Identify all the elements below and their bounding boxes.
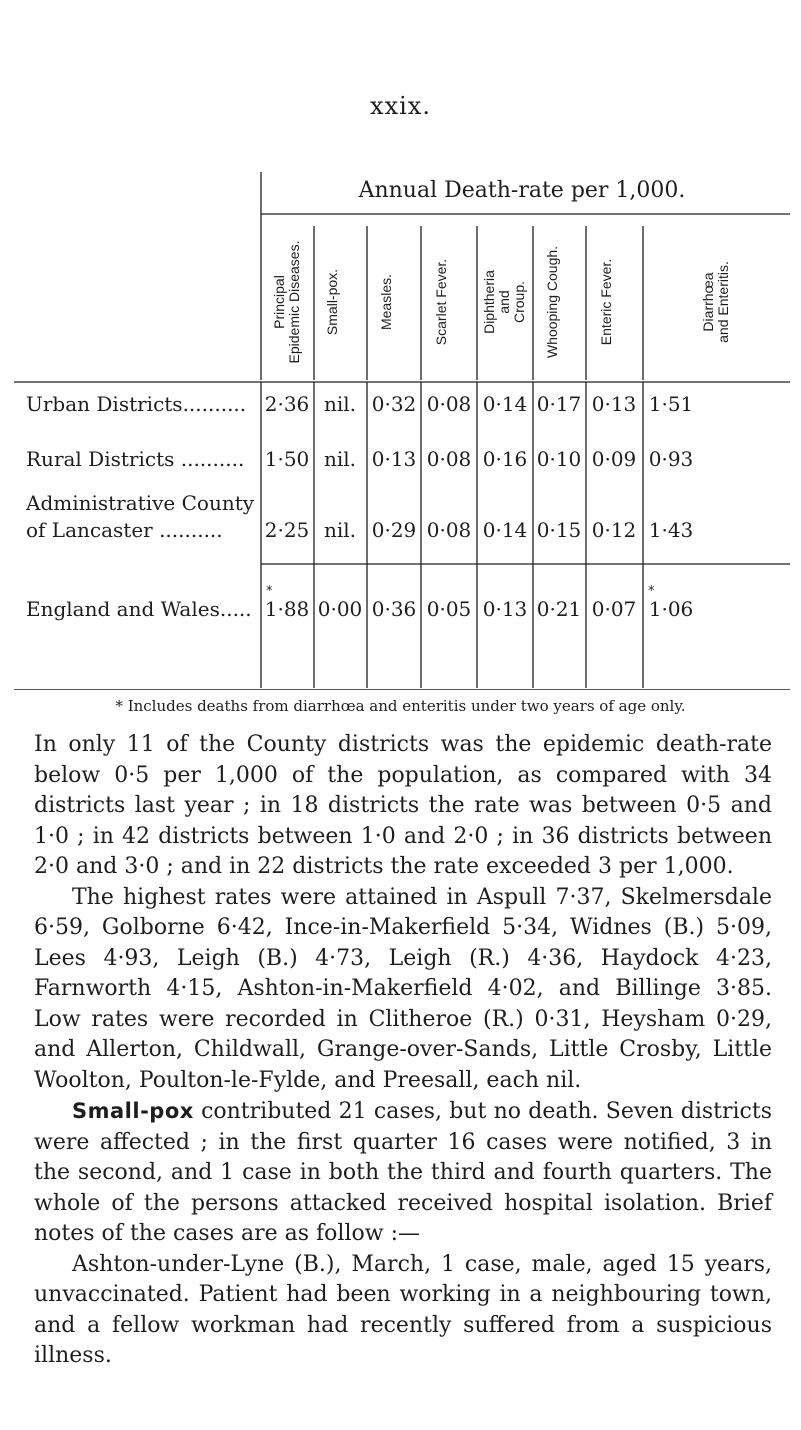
table-cell: 0·07 [591,597,637,621]
column-header-diarrhoea [701,212,731,392]
death-rate-table [0,170,801,690]
table-cell: 0·08 [426,518,472,542]
table-cell: nil. [323,447,357,471]
table-cell: 1·51 [648,392,694,416]
table-cell: 0·13 [482,597,528,621]
table-cell: 0·17 [536,392,582,416]
table-cell: 0·21 [536,597,582,621]
column-header-enteric-fever [599,212,629,392]
row-label-urban: Urban Districts.......... [26,392,247,416]
column-header-enteric-fever-text: Enteric Fever. [598,258,614,346]
smallpox-heading: Small-pox [72,1099,194,1123]
table-cell: 0·13 [591,392,637,416]
table-cell: 0·10 [536,447,582,471]
column-header-principal [272,212,302,392]
table-cell: 1·88 [264,597,310,621]
table-cell: 0·09 [591,447,637,471]
table-cell: nil. [323,392,357,416]
table-cell: 0·00 [317,597,363,621]
column-header-whooping-cough [545,212,575,392]
table-cell: 0·14 [482,518,528,542]
table-cell: 1·50 [264,447,310,471]
case-note: Ashton-under-Lyne (B.), March, 1 case, male, aged 15 years, unvaccinated. Patient had been working in a neighbouring town, and a fellow workman had recently suffered from a suspicious illness. [34,1251,772,1368]
asterisk-mark: * [266,584,273,599]
report-body [34,730,772,1372]
table-header-title: Annual Death-rate per 1,000. [358,178,686,203]
table-cell: 2·25 [264,518,310,542]
table-cell: 0·05 [426,597,472,621]
table-cell: 0·93 [648,447,694,471]
table-cell: 0·08 [426,447,472,471]
table-cell: 0·14 [482,392,528,416]
table-cell: 2·36 [264,392,310,416]
table-cell: 1·43 [648,518,694,542]
asterisk-mark: * [648,584,655,599]
table-cell: 0·32 [371,392,417,416]
table-cell: 0·29 [371,518,417,542]
smallpox-paragraph [34,1096,772,1250]
column-header-diarrhoea-text: Diarrhœa and Enteritis. [700,261,731,343]
paragraph: In only 11 of the County districts was the epidemic death-rate below 0·5 per 1,000 of the population, as compared with 34 districts last year ; in 18 districts the rate was between 0·5 and 1·0 ; in 42 districts between 1·0 and 2·0 ; in 36 districts between 2·0 and 3·0 ; and in 22 districts the rate exceeded 3 per 1,000. [34,732,772,879]
column-header-diphtheria-text: Diphtheria and Croup. [481,270,527,334]
page-number: xxix. [370,92,431,120]
table-cell: 0·15 [536,518,582,542]
table-cell: nil. [323,518,357,542]
table-cell: 0·36 [371,597,417,621]
column-header-measles [379,212,409,392]
table-cell: 0·13 [371,447,417,471]
column-header-smallpox [325,212,355,392]
row-label-rural: Rural Districts .......... [26,447,245,471]
table-cell: 0·12 [591,518,637,542]
row-label-admin-county-line2: of Lancaster .......... [26,518,223,542]
column-header-measles-text: Measles. [378,273,394,331]
column-header-principal-text: Principal Epidemic Diseases. [271,240,302,364]
smallpox-text: contributed 21 cases, but no death. Seven districts were affected ; in the first quarter 16 cases were notified, 3 in the second, and 1 case in both the third and fourth quarters. The whole of the persons attacked received hospital isolation. Brief notes of the cases are as follow :— [34,1099,772,1246]
table-footnote: * Includes deaths from diarrhœa and enteritis under two years of age only. [115,697,686,715]
table-cell: 0·16 [482,447,528,471]
row-label-admin-county: Administrative County [26,491,255,515]
column-header-scarlet-fever [434,212,464,392]
paragraph: The highest rates were attained in Aspull 7·37, Skelmersdale 6·59, Golborne 6·42, Ince-in-Makerfield 5·34, Widnes (B.) 5·09, Lees 4·93, Leigh (B.) 4·73, Leigh (R.) 4·36, Haydock 4·23, Farnworth 4·15, Ashton-in-Makerfield 4·02, and Billinge 3·85. Low rates were recorded in Clitheroe (R.) 0·31, Heysham 0·29, and Allerton, Childwall, Grange-over-Sands, Little Crosby, Little Woolton, Poulton-le-Fylde, and Preesall, each nil. [34,884,772,1093]
table-cell: 1·06 [648,597,694,621]
column-header-diphtheria [482,212,528,392]
row-label-england-wales: England and Wales..... [26,597,252,621]
column-header-scarlet-fever-text: Scarlet Fever. [433,258,449,346]
column-header-smallpox-text: Small-pox. [324,268,340,336]
table-cell: 0·08 [426,392,472,416]
column-header-whooping-cough-text: Whooping Cough. [544,245,560,359]
